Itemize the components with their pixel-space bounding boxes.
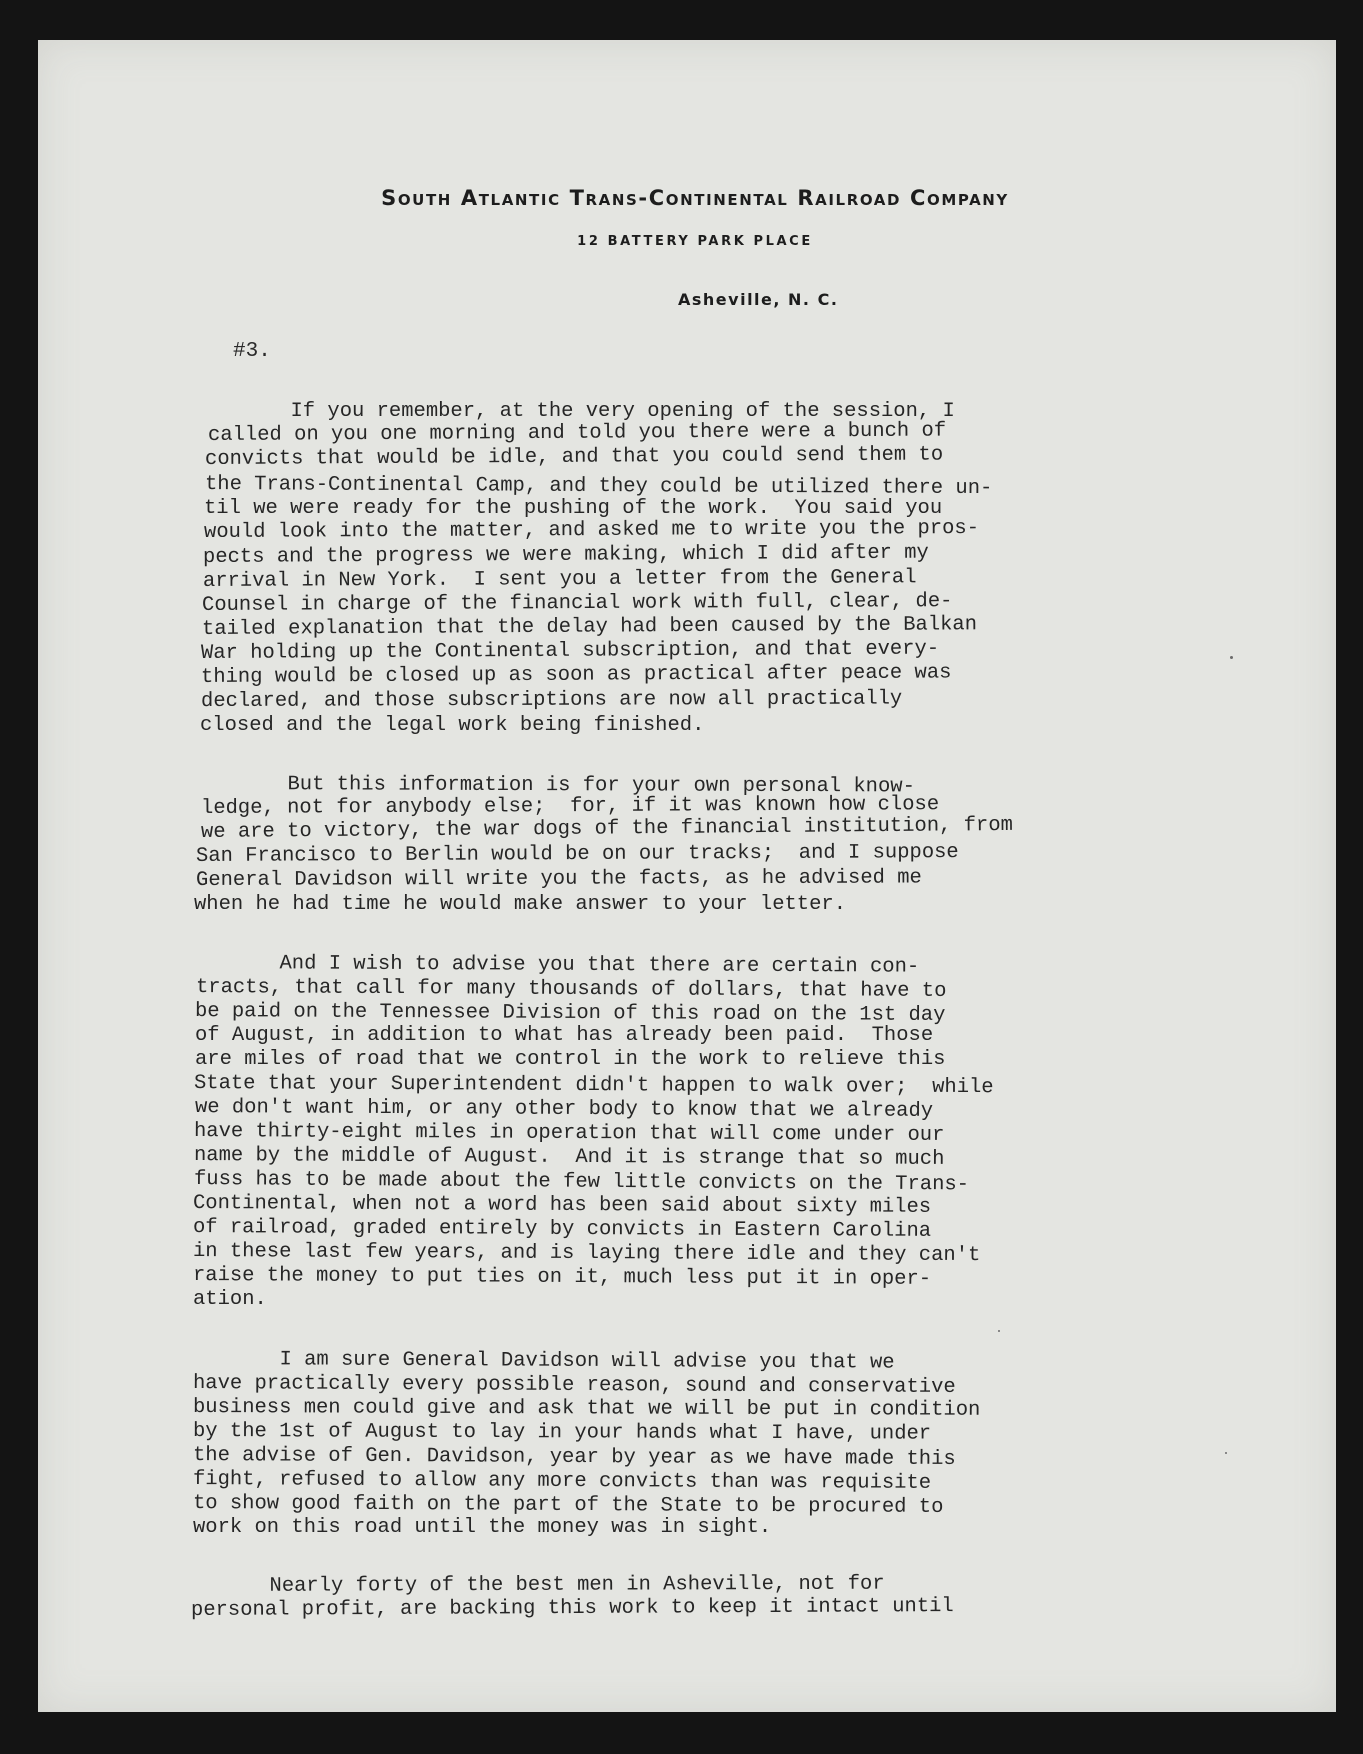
- letter-line: have thirty-eight miles in operation that will come under our: [193, 1120, 945, 1147]
- letter-line: name by the middle of August. And it is strange that so much: [193, 1144, 945, 1171]
- letter-line: ledge, not for anybody else; for, if it was known how close: [200, 793, 940, 820]
- letter-line: ation.: [193, 1288, 267, 1311]
- letter-line: Counsel in charge of the financial work with full, clear, de-: [201, 590, 953, 617]
- letter-line: are miles of road that we control in the work to relieve this: [195, 1048, 946, 1071]
- letter-line: I am sure General Davidson will advise you that we: [217, 1348, 895, 1375]
- letter-line: the advise of Gen. Davidson, year by year as we have made this: [192, 1444, 956, 1471]
- paper-speck: [1225, 1452, 1227, 1454]
- letter-line: San Francisco to Berlin would be on our tracks; and I suppose: [195, 841, 959, 868]
- letter-line: til we were ready for the pushing of the work. You said you: [204, 497, 943, 520]
- letter-line: closed and the legal work being finished.: [200, 714, 705, 737]
- letter-line: of railroad, graded entirely by convicts in Eastern Carolina: [192, 1216, 932, 1243]
- letter-line: have practically every possible reason, sound and conservative: [192, 1372, 956, 1399]
- page-number: #3.: [233, 340, 271, 363]
- letter-line: of August, in addition to what has already been paid. Those: [195, 1024, 934, 1047]
- letter-line: convicts that would be idle, and that you could send them to: [204, 443, 944, 471]
- letter-line: in these last few years, and is laying there idle and they can't: [192, 1240, 981, 1268]
- letter-line: fight, refused to allow any more convicts than was requisite: [192, 1468, 932, 1495]
- letter-line: But this information is for your own personal know-: [225, 773, 915, 799]
- letter-line: If you remember, at the very opening of the session, I: [229, 400, 955, 423]
- letter-line: business men could give and ask that we will be put in condition: [192, 1396, 981, 1422]
- letter-line: work on this road until the money was in sight.: [193, 1516, 772, 1539]
- letter-line: raise the money to put ties on it, much less put it in oper-: [192, 1264, 932, 1291]
- letter-line: And I wish to advise you that there are certain con-: [217, 952, 920, 979]
- letter-line: Nearly forty of the best men in Asheville, not for: [207, 1572, 885, 1598]
- letter-line: arrival in New York. I sent you a letter from the General: [202, 566, 917, 593]
- letter-line: tailed explanation that the delay had been caused by the Balkan: [201, 613, 978, 641]
- letter-line: be paid on the Tennessee Division of this road on the 1st day: [194, 1000, 946, 1027]
- letter-line: tracts, that call for many thousands of dollars, that have to: [195, 976, 947, 1003]
- letter-line: State that your Superintendent didn't happen to walk over; while: [193, 1072, 994, 1100]
- letter-line: the Trans-Continental Camp, and they could be utilized there un-: [204, 473, 993, 501]
- paper-speck: [1230, 656, 1233, 659]
- letter-line: pects and the progress we were making, which I did after my: [202, 541, 929, 569]
- letter-line: General Davidson will write you the facts, as he advised me: [195, 866, 922, 892]
- letter-line: declared, and those subscriptions are now all practically: [200, 687, 903, 713]
- letter-line: to show good faith on the part of the State to be procured to: [192, 1492, 944, 1519]
- letter-line: Continental, when not a word has been said about sixty miles: [192, 1192, 932, 1219]
- letter-line: fuss has to be made about the few little convicts on the Trans-: [193, 1168, 970, 1197]
- letter-line: personal profit, are backing this work to keep it intact until: [190, 1595, 954, 1622]
- company-address: 12 BATTERY PARK PLACE: [577, 234, 813, 249]
- letter-line: War holding up the Continental subscription, and that every-: [200, 637, 940, 665]
- letter-line: we are to victory, the war dogs of the financial institution, from: [200, 813, 1014, 844]
- letter-line: would look into the matter, and asked me to write you the pros-: [203, 516, 980, 544]
- company-name: South Atlantic Trans-Continental Railroad Company: [381, 186, 1009, 210]
- letter-line: thing would be closed up as soon as practical after peace was: [200, 661, 952, 689]
- city-line: Asheville, N. C.: [678, 290, 839, 309]
- paper-speck: [998, 1330, 1000, 1332]
- letter-line: when he had time he would make answer to your letter.: [194, 893, 847, 916]
- letter-line: by the 1st of August to lay in your hands what I have, under: [192, 1420, 932, 1446]
- letter-line: called on you one morning and told you there were a bunch of: [207, 419, 947, 447]
- letter-page: [38, 40, 1336, 1712]
- letter-line: we don't want him, or any other body to know that we already: [194, 1096, 934, 1123]
